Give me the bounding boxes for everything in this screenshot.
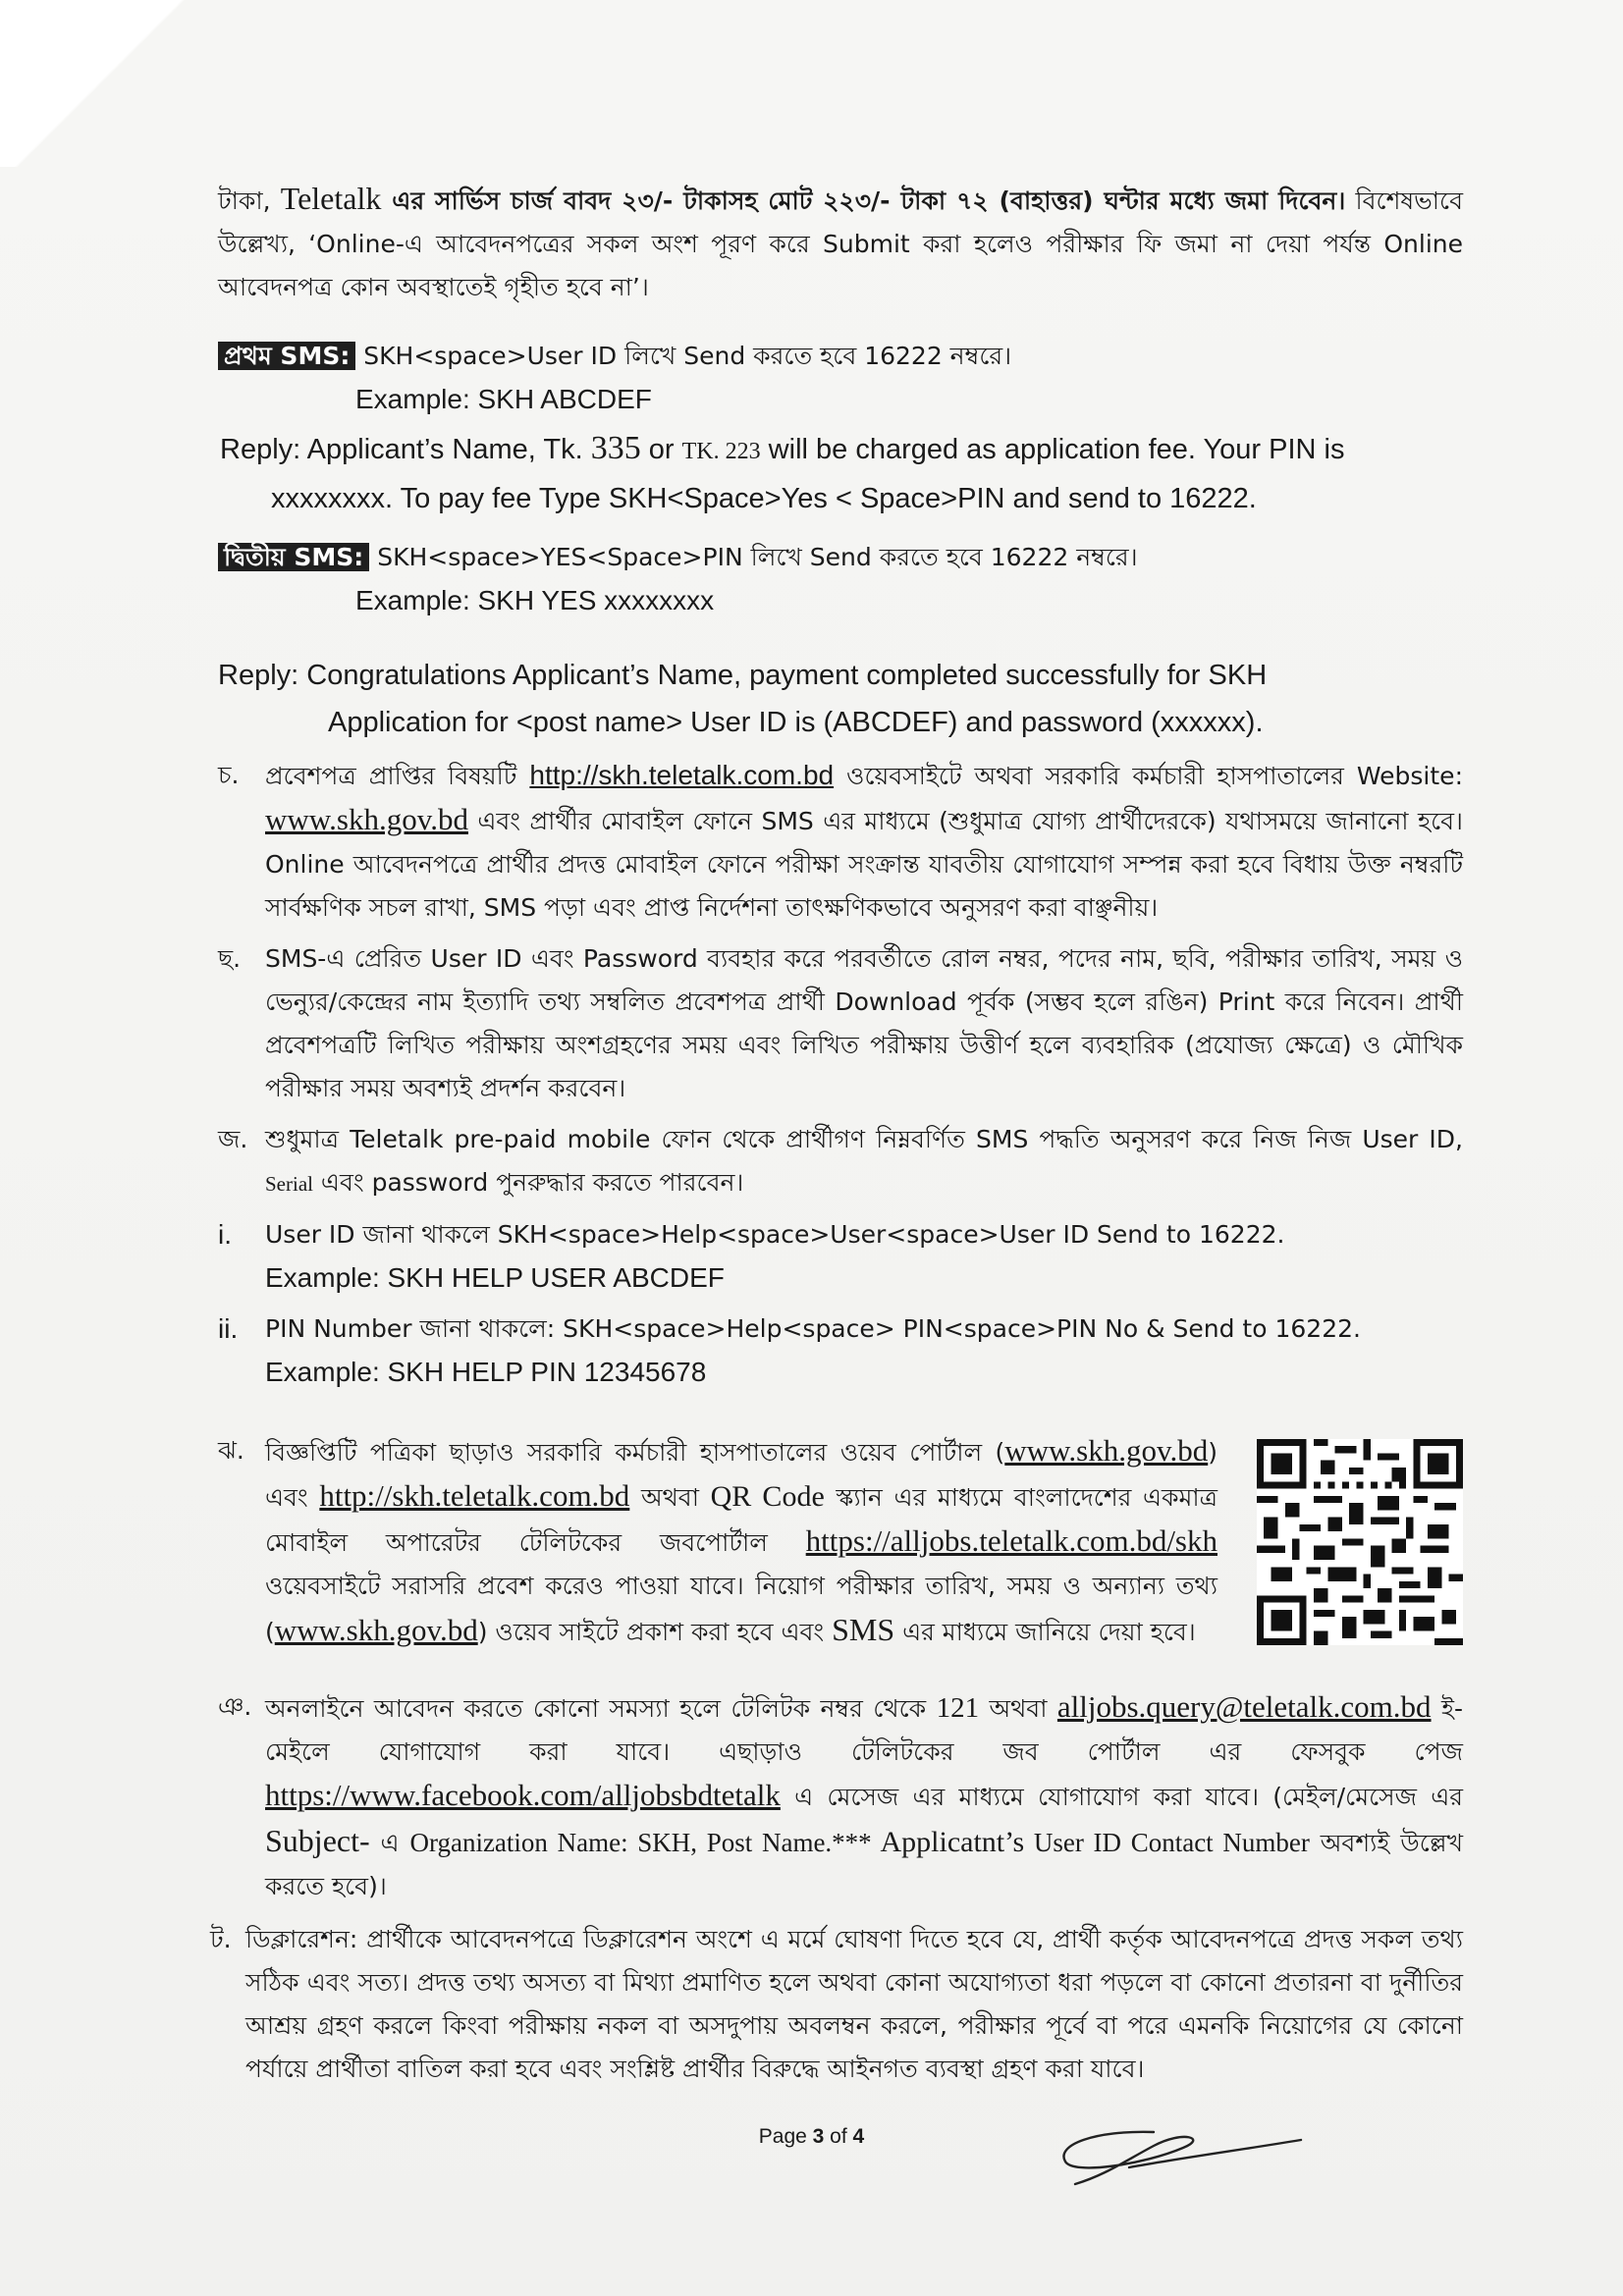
footer-total-pages: 4: [852, 2125, 865, 2148]
item-jha-marker: ঝ.: [218, 1436, 244, 1465]
item-nya-org: Organization Name: SKH, Post Name.***: [409, 1828, 872, 1857]
first-sms-example: Example: SKH ABCDEF: [355, 384, 652, 414]
item-ta: [210, 1918, 1463, 2091]
item-nya-pre: অনলাইনে আবেদন করতে কোনো সমস্যা হলে টেলিটক নম্বর থেকে: [265, 1694, 937, 1723]
item-jha-qr-code: QR Code: [710, 1480, 825, 1513]
item-cha: [218, 754, 1463, 930]
item-ta-text: ডিক্লারেশন: প্রার্থীকে আবেদনপত্রে ডিক্লারেশন অংশে এ মর্মে ঘোষণা দিতে হবে যে, প্রার্থী কর্তৃক আবেদনপত্রে প্রদত্ত সকল তথ্য সঠিক এবং সত্য। প্রদত্ত তথ্য অসত্য বা মিথ্যা প্রমাণিত হলে অথবা কোনা অযোগ্যতা ধরা পড়লে বা কোনো প্রতারনা বা দুর্নীতির আশ্রয় গ্রহণ করলে কিংবা পরীক্ষায় নকল বা অসদুপায় অবলম্বন করলে, পরীক্ষার পূর্বে বা পরে এমনকি নিয়োগের যে কোনো পর্যায়ে প্রার্থীতা বাতিল করা হবে এবং সংশ্লিষ্ট প্রার্থীর বিরুদ্ধে আইনগত ব্যবস্থা গ্রহণ করা যাবে।: [245, 1925, 1463, 2083]
item-nya-subject: Subject-: [265, 1823, 370, 1858]
item-jha-post: এর মাধ্যমে জানিয়ে দেয়া হবে।: [894, 1618, 1196, 1646]
second-sms-label: দ্বিতীয় SMS:: [218, 543, 369, 571]
reply1-post: will be charged as application fee. Your PIN is: [760, 434, 1345, 465]
first-sms-block: [218, 335, 1463, 421]
reply1-amount-big: 335: [590, 430, 641, 466]
item-ii: [218, 1308, 1463, 1394]
reply2-line1: Reply: Congratulations Applicant’s Name, payment completed successfully for SKH: [218, 660, 1268, 691]
reply-1: [220, 425, 1463, 522]
document-body: [210, 177, 1463, 2091]
link-skh-gov-3[interactable]: www.skh.gov.bd: [274, 1613, 478, 1647]
link-facebook[interactable]: https://www.facebook.com/alljobsbdtetalk: [265, 1778, 781, 1812]
item-i-line2: Example: SKH HELP USER ABCDEF: [265, 1262, 725, 1293]
reply1-mid: or: [640, 434, 682, 465]
footer-page-word: Page: [758, 2125, 813, 2148]
reply-2: [218, 652, 1463, 746]
item-jha-mid3: স্ক্যান এর মাধ্যমে বাংলাদেশের একমাত্র মোবাইল অপারেটর টেলিটকের জবপোর্টাল: [265, 1483, 1218, 1557]
item-nya-user: User ID Contact Number: [1024, 1828, 1310, 1857]
item-ja: [218, 1118, 1463, 1205]
item-nya-marker: ঞ.: [218, 1692, 252, 1721]
reply1-pre: Reply: Applicant’s Name, Tk.: [220, 434, 591, 465]
item-nya-mid1: অথবা: [979, 1694, 1057, 1723]
item-ja-marker: জ.: [218, 1125, 248, 1153]
intro-line1-mid: এর সার্ভিস চার্জ বাবদ ২৩/- টাকাসহ মোট ২২৩/- টাকা ৭২ (বাহাত্তর) ঘন্টার মধ্যে জমা দিবেন।: [381, 187, 1346, 215]
item-jha-pre: বিজ্ঞপ্তিটি পত্রিকা ছাড়াও সরকারি কর্মচারী হাসপাতালের ওয়েব পোর্টাল (: [265, 1438, 1005, 1467]
link-skh-teletalk[interactable]: http://skh.teletalk.com.bd: [529, 760, 835, 790]
item-nya: [218, 1685, 1463, 1908]
item-cha-post: এবং প্রার্থীর মোবাইল ফোনে SMS এর মাধ্যমে (শুধুমাত্র যোগ্য প্রার্থীদেরকে) যথাসময়ে জানানো হবে। Online আবেদনপত্রে প্রার্থীর প্রদত্ত মোবাইল ফোনে পরীক্ষা সংক্রান্ত যাবতীয় যোগাযোগ সম্পন্ন করা হবে বিধায় উক্ত নম্বরটি সার্বক্ষণিক সচল রাখা, SMS পড়া এবং প্রাপ্ত নির্দেশনা তাৎক্ষণিকভাবে অনুসরণ করা বাঞ্ছনীয়।: [265, 807, 1463, 922]
page-footer: [0, 2125, 1623, 2149]
item-ta-marker: ট.: [210, 1925, 232, 1953]
item-nya-mid4: এ: [369, 1829, 410, 1857]
item-jha-sms: SMS: [832, 1612, 895, 1647]
item-i-marker: i.: [218, 1219, 232, 1250]
item-i: [218, 1213, 1463, 1300]
item-chha-text: SMS-এ প্রেরিত User ID এবং Password ব্যবহার করে পরবর্তীতে রোল নম্বর, পদের নাম, ছবি, পরীক্ষার তারিখ, সময় ও ভেন্যুর/কেন্দ্রের নাম ইত্যাদি তথ্য সম্বলিত প্রবেশপত্র প্রার্থী Download পূর্বক (সম্ভব হলে রঙিন) Print করে নিবেন। প্রার্থী প্রবেশপত্রটি লিখিত পরীক্ষায় অংশগ্রহণের সময় এবং লিখিত পরীক্ষায় উত্তীর্ণ হলে ব্যবহারিক (প্রযোজ্য ক্ষেত্রে) ও মৌখিক পরীক্ষার সময় অবশ্যই প্রদর্শন করবেন।: [265, 944, 1463, 1102]
item-chha: [218, 937, 1463, 1110]
item-ii-marker: ii.: [218, 1313, 239, 1344]
signature-image: [1036, 2110, 1311, 2199]
item-nya-number: 121: [936, 1692, 980, 1724]
teletalk-brand: Teletalk: [280, 181, 382, 216]
item-cha-marker: চ.: [218, 761, 240, 789]
page-fold-corner: [0, 0, 236, 167]
reply2-line2: Application for <post name> User ID is (ABCDEF) and password (xxxxxx).: [328, 707, 1264, 738]
item-jha-mid4: ওয়েবসাইটে সরাসরি প্রবেশ করেও পাওয়া যাবে। নিয়োগ পরীক্ষার তারিখ, সময় ও অন্যান্য তথ্য (: [265, 1572, 1217, 1646]
item-jha-mid1: ) এবং: [265, 1438, 1217, 1512]
link-skh-gov[interactable]: www.skh.gov.bd: [265, 802, 468, 836]
item-jha-mid2: অথবা: [629, 1483, 711, 1512]
item-cha-mid: ওয়েবসাইটে অথবা সরকারি কর্মচারী হাসপাতালের Website:: [834, 762, 1463, 790]
second-sms-text: SKH<space>YES<Space>PIN লিখে Send করতে হবে 16222 নম্বরে।: [369, 543, 1138, 571]
item-nya-mid2: ই-মেইলে যোগাযোগ করা যাবে। এছাড়াও টেলিটকের জব পোর্টাল এর ফেসবুক পেজ: [265, 1694, 1463, 1766]
second-sms-block: [218, 536, 1463, 622]
item-i-line1: User ID জানা থাকলে SKH<space>Help<space>User<space>User ID Send to 16222.: [265, 1220, 1285, 1249]
link-skh-gov-2[interactable]: www.skh.gov.bd: [1004, 1433, 1209, 1468]
item-nya-mid3: এ মেসেজ এর মাধ্যমে যোগাযোগ করা যাবে। (মেইল/মেসেজ এর: [780, 1783, 1463, 1811]
item-ja-post: এবং password পুনরুদ্ধার করতে পারবেন।: [312, 1168, 744, 1197]
item-nya-applicant: Applicatnt’s: [871, 1826, 1025, 1858]
item-chha-marker: ছ.: [218, 944, 242, 973]
intro-paragraph: [218, 177, 1463, 309]
reply1-amount-small: TK. 223: [681, 439, 761, 464]
reply1-line2: xxxxxxxx. To pay fee Type SKH<Space>Yes < Space>PIN and send to 16222.: [271, 483, 1257, 514]
item-nya-post: অবশ্যই উল্লেখ করতে হবে)।: [265, 1829, 1463, 1900]
item-cha-pre: প্রবেশপত্র প্রাপ্তির বিষয়টি: [265, 762, 530, 790]
item-ja-pre: শুধুমাত্র Teletalk pre-paid mobile ফোন থেকে প্রার্থীগণ নিম্নবর্ণিত SMS পদ্ধতি অনুসরণ করে নিজ নিজ User ID,: [265, 1125, 1463, 1153]
first-sms-label: প্রথম SMS:: [218, 342, 355, 370]
item-jha: [218, 1429, 1463, 1654]
link-skh-teletalk-2[interactable]: http://skh.teletalk.com.bd: [319, 1478, 630, 1513]
intro-line1-pre: টাকা,: [218, 187, 281, 215]
item-ja-serial: Serial: [265, 1172, 313, 1196]
first-sms-text: SKH<space>User ID লিখে Send করতে হবে 16222 নম্বরে।: [355, 342, 1012, 370]
second-sms-example: Example: SKH YES xxxxxxxx: [355, 585, 715, 615]
item-jha-mid5: ) ওয়েব সাইটে প্রকাশ করা হবে এবং: [477, 1618, 833, 1646]
footer-of-word: of: [824, 2125, 853, 2148]
footer-current-page: 3: [812, 2125, 825, 2148]
qr-code-image[interactable]: [1257, 1439, 1463, 1645]
link-alljobs[interactable]: https://alljobs.teletalk.com.bd/skh: [805, 1523, 1217, 1558]
link-email[interactable]: alljobs.query@teletalk.com.bd: [1056, 1689, 1432, 1724]
intro-line2: বিশেষভাবে উল্লেখ্য, ‘Online-এ আবেদনপত্রের সকল অংশ পূরণ করে Submit করা হলেও পরীক্ষার ফি জমা না দেয়া পর্যন্ত Online আবেদনপত্র কোন অবস্থাতেই গৃহীত হবে না’।: [218, 187, 1463, 301]
item-ii-line1: PIN Number জানা থাকলে: SKH<space>Help<space> PIN<space>PIN No & Send to 16222.: [265, 1314, 1361, 1343]
item-ii-line2: Example: SKH HELP PIN 12345678: [265, 1357, 707, 1387]
